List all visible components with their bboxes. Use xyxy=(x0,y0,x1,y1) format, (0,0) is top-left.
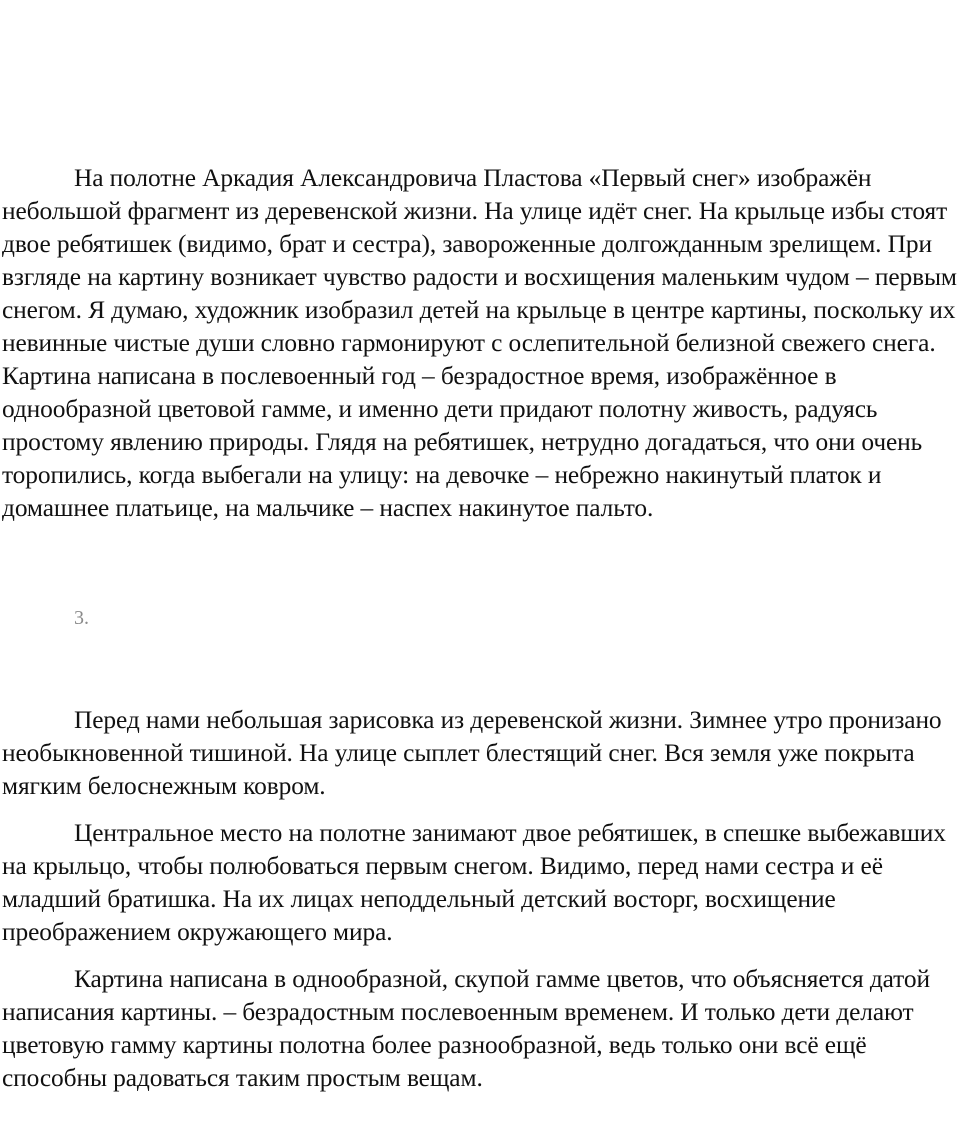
essay-2 xyxy=(2,704,960,1095)
essay-1 xyxy=(2,162,960,525)
essay-2-paragraph-1: Перед нами небольшая зарисовка из деревенской жизни. Зимнее утро пронизано необыкновенной тишиной. На улице сыплет блестящий снег. Вся земля уже покрыта мягким белоснежным ковром. xyxy=(2,706,942,800)
essay-2-paragraph-2: Центральное место на полотне занимают двое ребятишек, в спешке выбежавших на крыльцо, чтобы полюбоваться первым снегом. Видимо, перед нами сестра и её младший братишка. На их лицах неподдельный детский восторг, восхищение преображением окружающего мира. xyxy=(2,819,946,946)
essay-2-paragraph-3: Картина написана в однообразной, скупой гамме цветов, что объясняется датой написания картины. – безрадостным послевоенным временем. И только дети делают цветовую гамму картины полотна более разнообразной, ведь только они всё ещё способны радоваться таким простым вещам. xyxy=(2,965,930,1092)
list-number: 3. xyxy=(74,607,89,629)
essay-1-paragraph: На полотне Аркадия Александровича Пластова «Первый снег» изображён небольшой фрагмент из деревенской жизни. На улице идёт снег. На крыльце избы стоят двое ребятишек (видимо, брат и сестра), завороженные долгожданным зрелищем. При взгляде на картину возникает чувство радости и восхищения маленьким чудом – первым снегом. Я думаю, художник изобразил детей на крыльце в центре картины, поскольку их невинные чистые души словно гармонируют с ослепительной белизной свежего снега. Картина написана в послевоенный год – безрадостное время, изображённое в однообразной цветовой гамме, и именно дети придают полотну живость, радуясь простому явлению природы. Глядя на ребятишек, нетрудно догадаться, что они очень торопились, когда выбегали на улицу: на девочке – небрежно накинутый платок и домашнее платьице, на мальчике – наспех накинутое пальто. xyxy=(2,164,957,522)
